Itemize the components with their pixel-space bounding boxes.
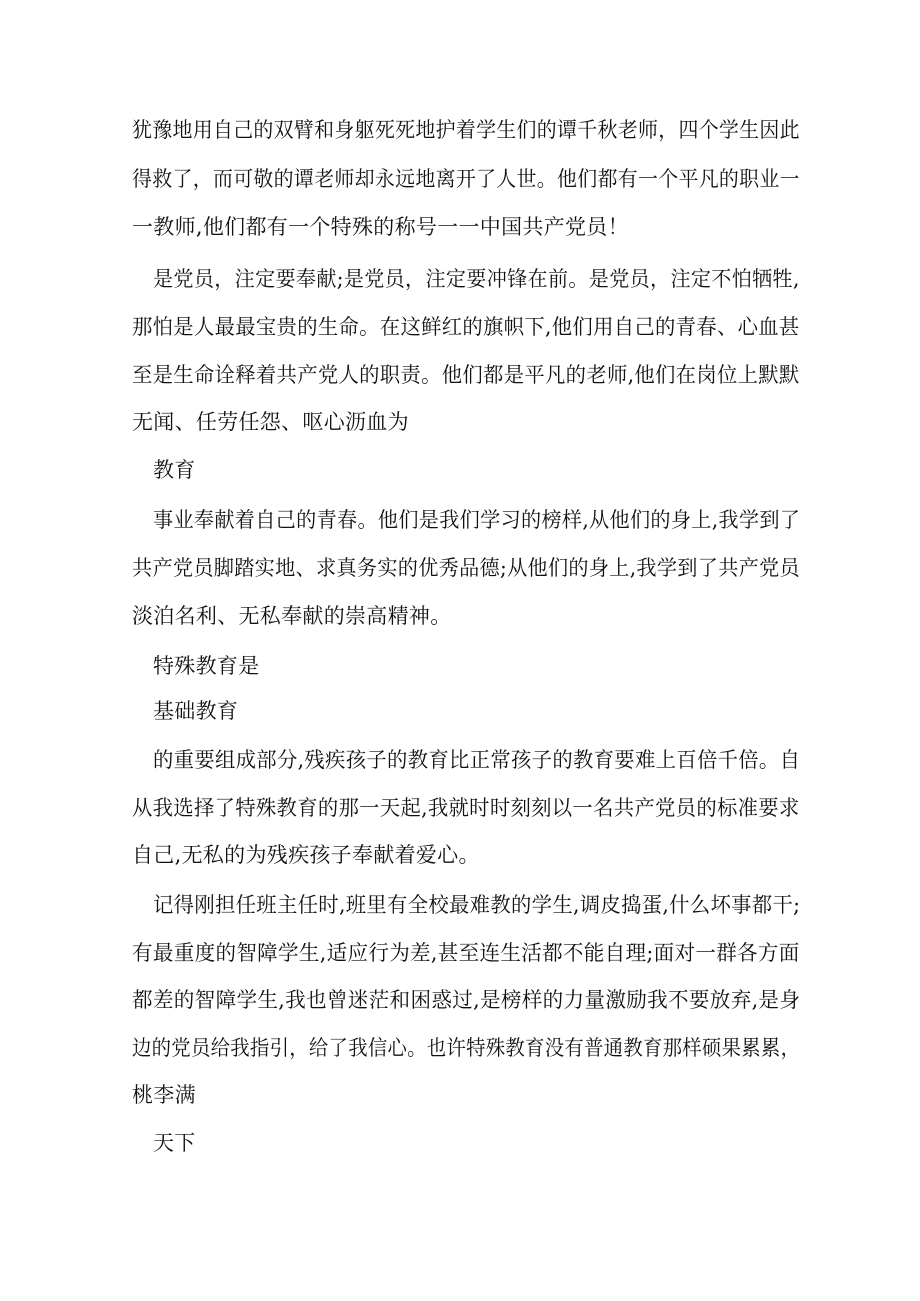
text-line: 教育 [153,458,196,482]
text-line: 共产党员脚踏实地、求真务实的优秀品德;从他们的身上,我学到了共产党员 [132,556,800,580]
text-line: 自己,无私的为残疾孩子奉献着爱心。 [132,843,480,867]
text-line: 边的党员给我指引，给了我信心。也许特殊教育没有普通教育那样硕果累累， [132,1036,801,1060]
text-line: 都差的智障学生,我也曾迷茫和困惑过,是榜样的力量激励我不要放弃,是身 [132,988,801,1012]
text-line: 那怕是人最最宝贵的生命。在这鲜红的旗帜下,他们用自己的青春、心血甚 [132,315,800,339]
text-line: 基础教育 [153,699,239,723]
text-line: 天下 [153,1131,196,1155]
text-line: 特殊教育是 [153,654,260,678]
text-line: 淡泊名利、无私奉献的崇高精神。 [132,604,452,628]
text-line: 一教师,他们都有一个特殊的称号一一中国共产党员！ [132,215,629,239]
text-line: 的重要组成部分,残疾孩子的教育比正常孩子的教育要难上百倍千倍。自 [153,748,801,772]
text-line: 记得刚担任班主任时,班里有全校最难教的学生,调皮捣蛋,什么坏事都干; [153,893,801,917]
text-line: 有最重度的智障学生,适应行为差,甚至连生活都不能自理;面对一群各方面 [132,941,800,965]
text-line: 犹豫地用自己的双臂和身躯死死地护着学生们的谭千秋老师，四个学生因此 [132,118,800,142]
text-line: 得救了，而可敬的谭老师却永远地离开了人世。他们都有一个平凡的职业一 [132,167,800,191]
text-line: 从我选择了特殊教育的那一天起,我就时时刻刻以一名共产党员的标准要求 [132,796,800,820]
text-line: 至是生命诠释着共产党人的职责。他们都是平凡的老师,他们在岗位上默默 [132,363,800,387]
text-line: 事业奉献着自己的青春。他们是我们学习的榜样,从他们的身上,我学到了 [153,508,801,532]
text-line: 无闻、任劳任怨、呕心沥血为 [132,410,409,434]
text-line: 是党员，注定要奉献;是党员，注定要冲锋在前。是党员，注定不怕牺牲, [153,267,800,291]
text-line: 桃李满 [132,1083,196,1107]
